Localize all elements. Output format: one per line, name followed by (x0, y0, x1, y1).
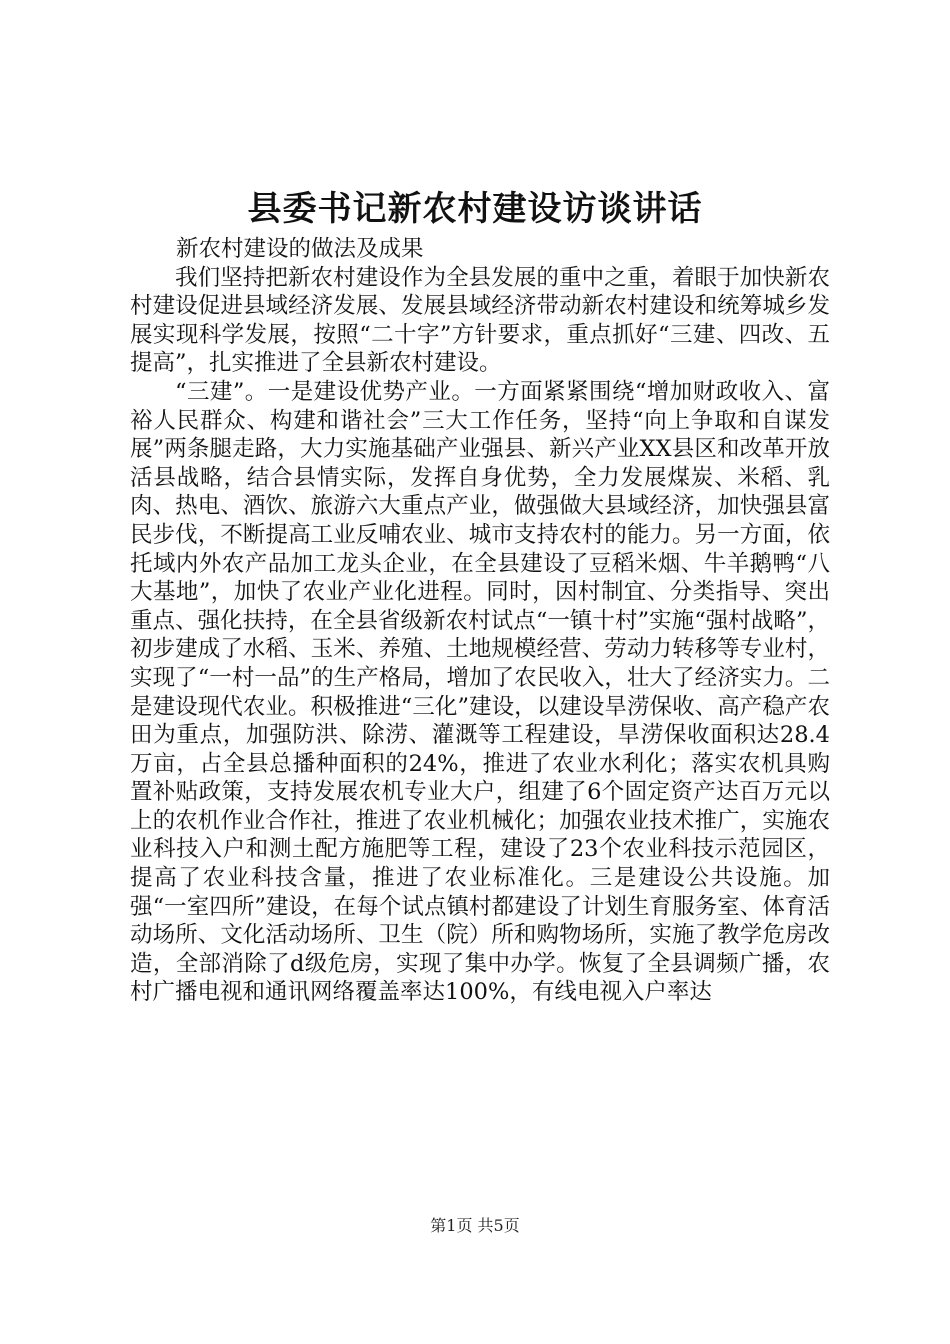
paragraph-intro: 我们坚持把新农村建设作为全县发展的重中之重，着眼于加快新农村建设促进县域经济发展、发展县域经济带动新农村建设和统筹城乡发展实现科学发展，按照“二十字”方针要求，重点抓好“三建、四改、五提高”，扎实推进了全县新农村建设。 (130, 264, 830, 377)
section-subheading: 新农村建设的做法及成果 (176, 236, 424, 262)
document-body (130, 235, 830, 1007)
page-number-footer: 第1页 共5页 (430, 1216, 520, 1235)
document-title: 县委书记新农村建设访谈讲话 (247, 189, 703, 229)
paragraph-three-builds: “三建”。一是建设优势产业。一方面紧紧围绕“增加财政收入、富裕人民群众、构建和谐社会”三大工作任务，坚持“向上争取和自谋发展”两条腿走路，大力实施基础产业强县、新兴产业XX县区和改革开放活县战略，结合县情实际，发挥自身优势，全力发展煤炭、米稻、乳肉、热电、酒饮、旅游六大重点产业，做强做大县域经济，加快强县富民步伐，不断提高工业反哺农业、城市支持农村的能力。另一方面，依托域内外农产品加工龙头企业，在全县建设了豆稻米烟、牛羊鹅鸭“八大基地”，加快了农业产业化进程。同时，因村制宜、分类指导、突出重点、强化扶持，在全县省级新农村试点“一镇十村”实施“强村战略”，初步建成了水稻、玉米、养殖、土地规模经营、劳动力转移等专业村，实现了“一村一品”的生产格局，增加了农民收入，壮大了经济实力。二是建设现代农业。积极推进“三化”建设，以建设旱涝保收、高产稳产农田为重点，加强防洪、除涝、灌溉等工程建设，旱涝保收面积达28.4万亩，占全县总播种面积的24%，推进了农业水利化；落实农机具购置补贴政策，支持发展农机专业大户，组建了6个固定资产达百万元以上的农机作业合作社，推进了农业机械化；加强农业技术推广，实施农业科技入户和测土配方施肥等工程，建设了23个农业科技示范园区，提高了农业科技含量，推进了农业标准化。三是建设公共设施。加强“一室四所”建设，在每个试点镇村都建设了计划生育服务室、体育活动场所、文化活动场所、卫生（院）所和购物场所，实施了教学危房改造，全部消除了d级危房，实现了集中办学。恢复了全县调频广播，农村广播电视和通讯网络覆盖率达100%，有线电视入户率达 (130, 378, 830, 1006)
